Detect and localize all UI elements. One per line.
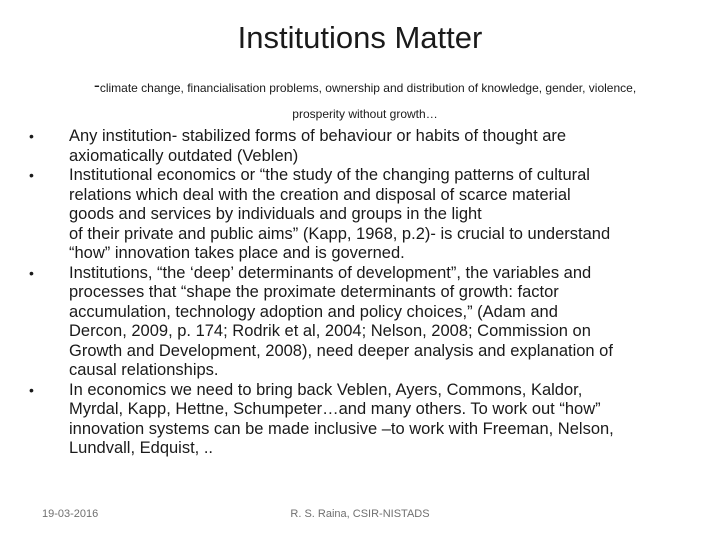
bullet-line: Growth and Development, 2008), need deeper analysis and explanation of bbox=[69, 341, 613, 360]
bullet-line: of their private and public aims” (Kapp, 1968, p.2)- is crucial to understand bbox=[69, 224, 611, 243]
bullet-line: relations which deal with the creation and disposal of scarce material bbox=[69, 185, 571, 204]
subtitle-line-2: prosperity without growth… bbox=[292, 107, 438, 121]
bullet-line: Institutional economics or “the study of the changing patterns of cultural bbox=[69, 166, 590, 184]
subtitle-dash: - bbox=[93, 75, 100, 95]
bullet-line: accumulation, technology adoption and policy choices,” (Adam and bbox=[69, 302, 558, 321]
bullet-line: In economics we need to bring back Veblen, Ayers, Commons, Kaldor, bbox=[69, 380, 583, 399]
bullet-line: Any institution- stabilized forms of behaviour or habits of thought are bbox=[69, 127, 567, 145]
subtitle-line-1 bbox=[60, 72, 670, 101]
slide-title: Institutions Matter bbox=[237, 20, 483, 55]
bullet-line: axiomatically outdated (Veblen) bbox=[69, 146, 299, 165]
subtitle-line-1-text: climate change, financialisation problems, ownership and distribution of knowledge, gender, violence, bbox=[99, 81, 637, 95]
bullet-line: innovation systems can be made inclusive –to work with Freeman, Nelson, bbox=[69, 419, 614, 438]
bullet-line: “how” innovation takes place and is governed. bbox=[69, 244, 405, 262]
bullet-item bbox=[27, 381, 699, 459]
bullet-item bbox=[27, 127, 699, 166]
bullet-line: causal relationships. bbox=[69, 361, 219, 379]
bullet-line: Institutions, “the ‘deep’ determinants of development”, the variables and bbox=[69, 263, 592, 282]
bullet-point-icon: • bbox=[29, 167, 34, 183]
bullet-item bbox=[27, 264, 699, 381]
footer-author: R. S. Raina, CSIR-NISTADS bbox=[290, 508, 430, 520]
bullet-line: Lundvall, Edquist, .. bbox=[69, 439, 214, 457]
bullet-line: Myrdal, Kapp, Hettne, Schumpeter…and many others. To work out “how” bbox=[69, 400, 601, 418]
bullet-list bbox=[27, 127, 699, 459]
bullet-item bbox=[27, 166, 699, 264]
bullet-point-icon: • bbox=[29, 264, 34, 281]
bullet-line: Dercon, 2009, p. 174; Rodrik et al, 2004; Nelson, 2008; Commission on bbox=[69, 322, 591, 340]
slide-subtitle bbox=[60, 72, 670, 127]
bullet-point-icon: • bbox=[29, 381, 34, 398]
bullet-line: goods and services by individuals and groups in the light bbox=[69, 205, 482, 223]
bullet-line: processes that “shape the proximate determinants of growth: factor bbox=[69, 283, 559, 301]
footer-date: 19-03-2016 bbox=[42, 508, 99, 520]
bullet-point-icon: • bbox=[29, 128, 34, 144]
